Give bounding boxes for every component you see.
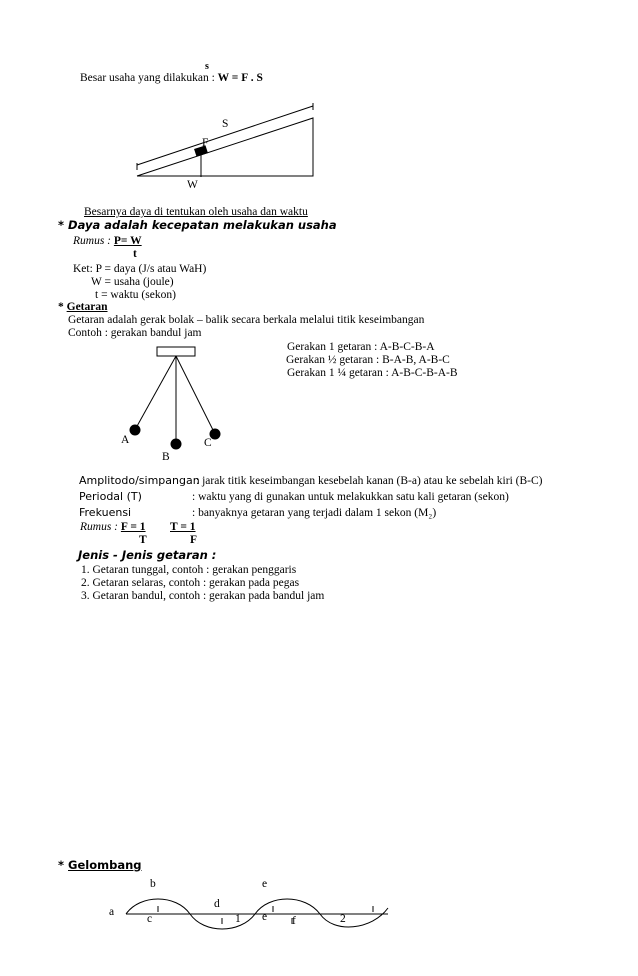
term-amplitudo: Amplitodo/simpangan — [79, 474, 200, 487]
rumus-t-num: T = 1 — [170, 521, 196, 533]
pendulum-label-b: B — [162, 451, 170, 463]
jenis-heading: Jenis - Jenis getaran : — [78, 548, 217, 562]
pendulum-label-a: A — [121, 434, 130, 446]
rumus-f-den: T — [139, 534, 147, 546]
term-frekuensi: Frekuensi — [79, 506, 132, 519]
wave-label-c: c — [147, 913, 153, 925]
gerakan-line-3: Gerakan 1 ¼ getaran : A-B-C-B-A-B — [287, 367, 458, 379]
daya-intro: Besarnya daya di tentukan oleh usaha dan waktu — [84, 206, 308, 218]
getaran-contoh: Contoh : gerakan bandul jam — [68, 327, 202, 339]
getaran-heading: Getaran — [66, 301, 108, 313]
wave-label-two: 2 — [340, 913, 346, 925]
jenis-item-3: 3. Getaran bandul, contoh : gerakan pada bandul jam — [81, 590, 325, 602]
ket-t: t = waktu (sekon) — [95, 289, 176, 301]
wave-label-b: b — [150, 878, 156, 890]
getaran-bullet: * — [58, 301, 67, 313]
daya-heading: * Daya adalah kecepatan melakukan usaha — [58, 218, 337, 232]
daya-rumus-label: Rumus : — [73, 235, 114, 247]
usaha-formula-label: Besar usaha yang dilakukan : — [80, 72, 218, 84]
getaran-definition: Getaran adalah gerak bolak – balik secara berkala melalui titik keseimbangan — [68, 314, 425, 326]
wave-label-e-top: e — [262, 878, 268, 890]
wave-label-e-bottom: e — [262, 911, 268, 923]
usaha-formula: W = F . S — [217, 72, 263, 84]
s-superscript: s — [205, 61, 209, 72]
wave-label-one: 1 — [235, 913, 241, 925]
plane-label-w: W — [187, 179, 198, 191]
ket-w: W = usaha (joule) — [91, 276, 174, 288]
gelombang-heading: Gelombang — [68, 858, 142, 872]
rumus-t-den: F — [190, 534, 198, 546]
term-periode: Periodal (T) — [79, 490, 142, 503]
rumus-f-num: F = 1 — [120, 521, 146, 533]
term-amplitudo-desc: : jarak titik keseimbangan kesebelah kanan (B-a) atau ke sebelah kiri (B-C) — [196, 475, 543, 487]
wave-label-f: f — [292, 915, 296, 927]
wave-label-d: d — [214, 898, 220, 910]
gerakan-line-2: Gerakan ½ getaran : B-A-B, A-B-C — [286, 354, 450, 366]
gerakan-line-1: Gerakan 1 getaran : A-B-C-B-A — [287, 341, 435, 353]
pendulum-label-c: C — [204, 437, 212, 449]
jenis-item-1: 1. Getaran tunggal, contoh : gerakan penggaris — [81, 564, 297, 576]
term-frekuensi-desc: : banyaknya getaran yang terjadi dalam 1 sekon (M₂) — [192, 507, 437, 519]
plane-label-f: F — [202, 137, 209, 149]
wave-label-a: a — [109, 906, 115, 918]
daya-rumus-den: t — [133, 248, 137, 260]
getaran-rumus-label: Rumus : — [80, 521, 121, 533]
daya-rumus-num: P= W — [113, 235, 142, 247]
jenis-item-2: 2. Getaran selaras, contoh : gerakan pada pegas — [81, 577, 300, 589]
ket-p: Ket: P = daya (J/s atau WaH) — [73, 263, 207, 275]
gelombang-bullet: * — [58, 858, 69, 872]
term-periode-desc: : waktu yang di gunakan untuk melakukkan satu kali getaran (sekon) — [192, 491, 509, 503]
plane-label-s: S — [222, 118, 229, 130]
